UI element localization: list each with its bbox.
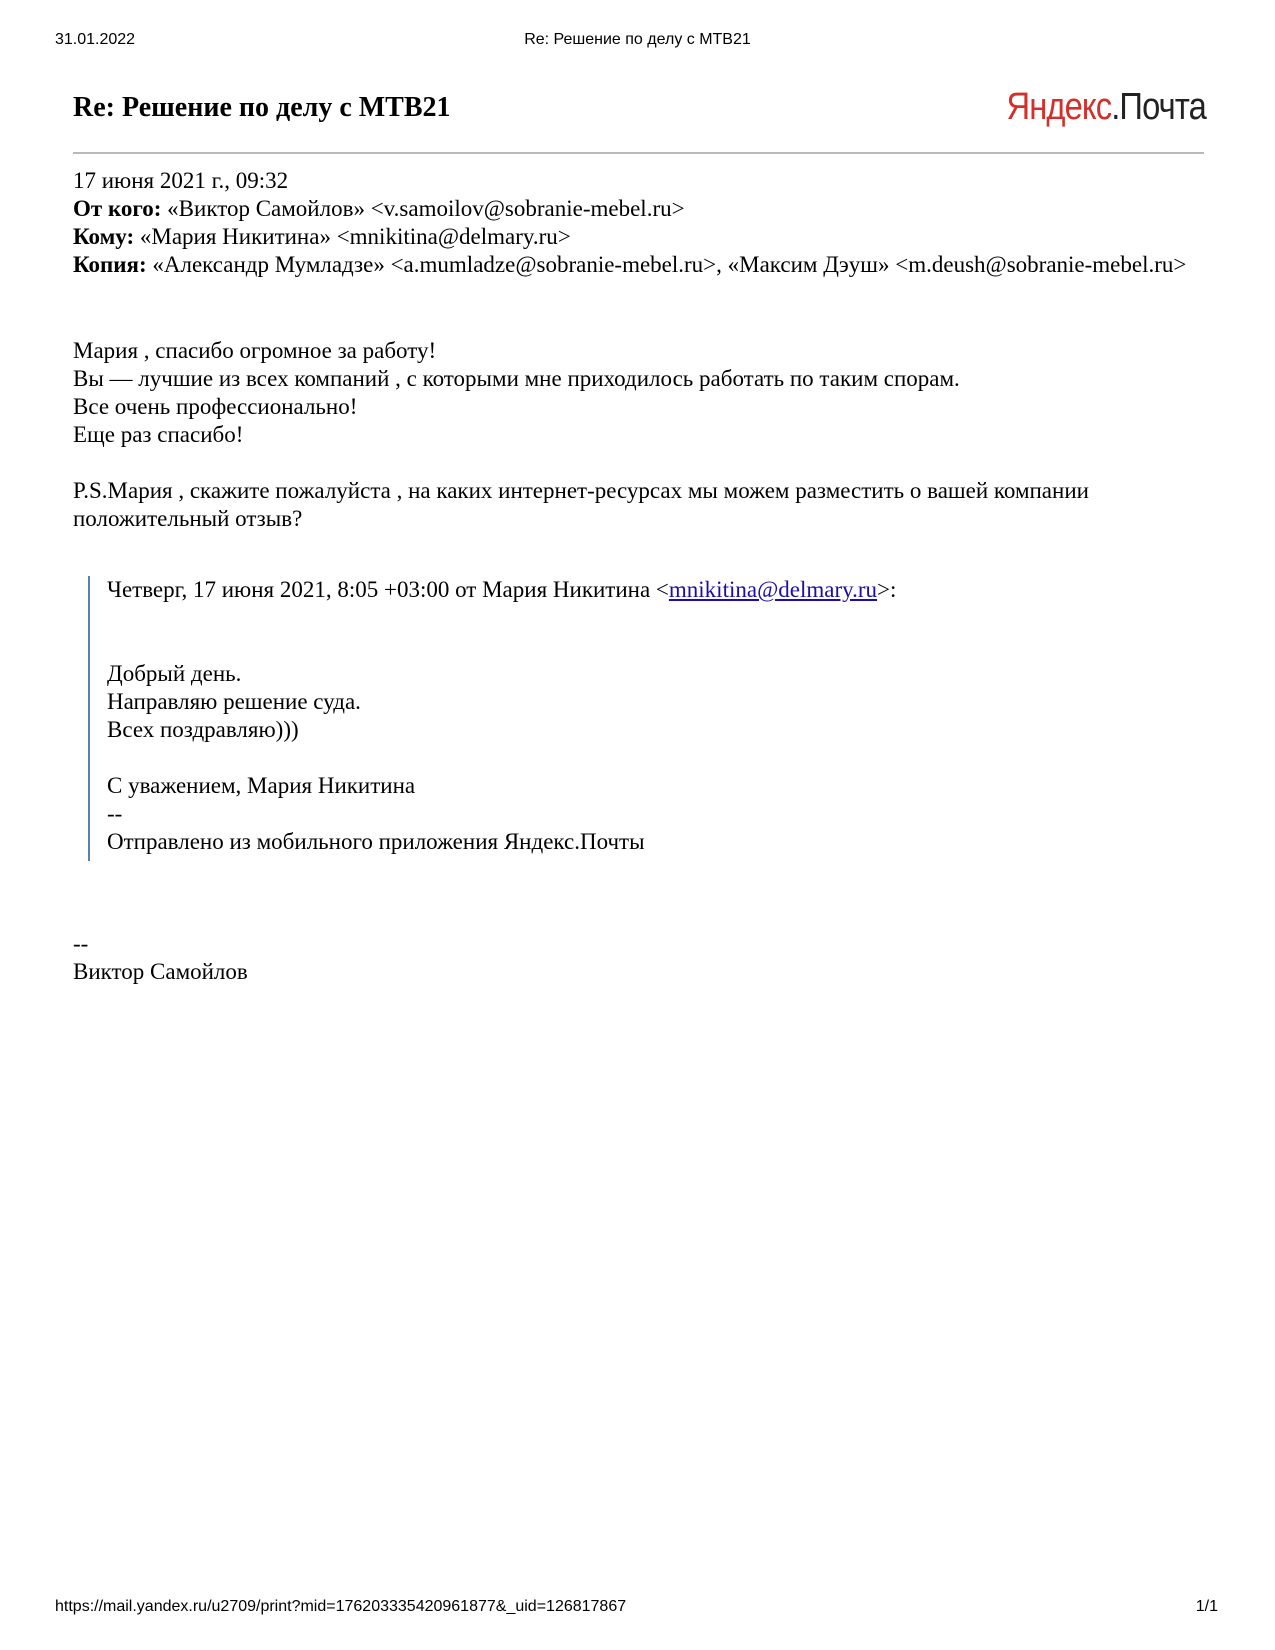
print-title: Re: Решение по делу с MTB21 xyxy=(524,31,751,48)
quote-line: Добрый день. xyxy=(107,661,242,686)
print-date: 31.01.2022 xyxy=(55,31,136,48)
print-url: https://mail.yandex.ru/u2709/print?mid=176203335420961877&_uid=126817867 xyxy=(55,1598,627,1615)
body-line: Мария , спасибо огромное за работу! xyxy=(73,338,437,363)
cc-value: «Александр Мумладзе» <a.mumladze@sobranie-mebel.ru>, «Максим Дэуш» <m.deush@sobranie-mebel.ru> xyxy=(152,252,1187,277)
body-ps: P.S.Мария , скажите пожалуйста , на каких интернет-ресурсах мы можем разместить о вашей компании положительный отзыв? xyxy=(73,478,1089,531)
cc-label: Копия: xyxy=(73,252,147,277)
body-line: Все очень профессионально! xyxy=(73,394,358,419)
quote-line: С уважением, Мария Никитина xyxy=(107,773,416,798)
quote-line: -- xyxy=(107,801,123,826)
page-number: 1/1 xyxy=(1195,1598,1218,1615)
email-signature xyxy=(73,930,248,986)
quote-line: Отправлено из мобильного приложения Яндекс.Почты xyxy=(107,829,645,854)
header-divider xyxy=(73,152,1204,154)
email-from xyxy=(73,195,1208,223)
print-header xyxy=(0,31,1275,51)
quoted-message xyxy=(88,576,1188,861)
email-cc xyxy=(73,251,1208,279)
email-meta xyxy=(73,167,1208,279)
quote-header: Четверг, 17 июня 2021, 8:05 +03:00 от Мария Никитина <mnikitina@delmary.ru>: xyxy=(107,577,897,602)
to-value: «Мария Никитина» <mnikitina@delmary.ru> xyxy=(139,224,571,249)
body-line: Еще раз спасибо! xyxy=(73,422,244,447)
quote-line: Направляю решение суда. xyxy=(107,689,361,714)
from-label: От кого: xyxy=(73,196,162,221)
email-subject: Re: Решение по делу с MTB21 xyxy=(73,92,451,123)
yandex-mail-logo: Яндекс.Почта xyxy=(1006,86,1206,128)
from-value: «Виктор Самойлов» <v.samoilov@sobranie-mebel.ru> xyxy=(167,196,685,221)
signature-dash: -- xyxy=(73,931,89,956)
email-to xyxy=(73,223,1208,251)
to-label: Кому: xyxy=(73,224,135,249)
signature-name: Виктор Самойлов xyxy=(73,959,248,984)
quote-email-link[interactable]: mnikitina@delmary.ru xyxy=(668,577,878,602)
body-line: Вы — лучшие из всех компаний , с которыми мне приходилось работать по таким спорам. xyxy=(73,366,960,391)
email-body xyxy=(73,337,1208,533)
quote-line: Всех поздравляю))) xyxy=(107,717,299,742)
print-footer xyxy=(0,1598,1275,1618)
email-date: 17 июня 2021 г., 09:32 xyxy=(73,168,289,193)
